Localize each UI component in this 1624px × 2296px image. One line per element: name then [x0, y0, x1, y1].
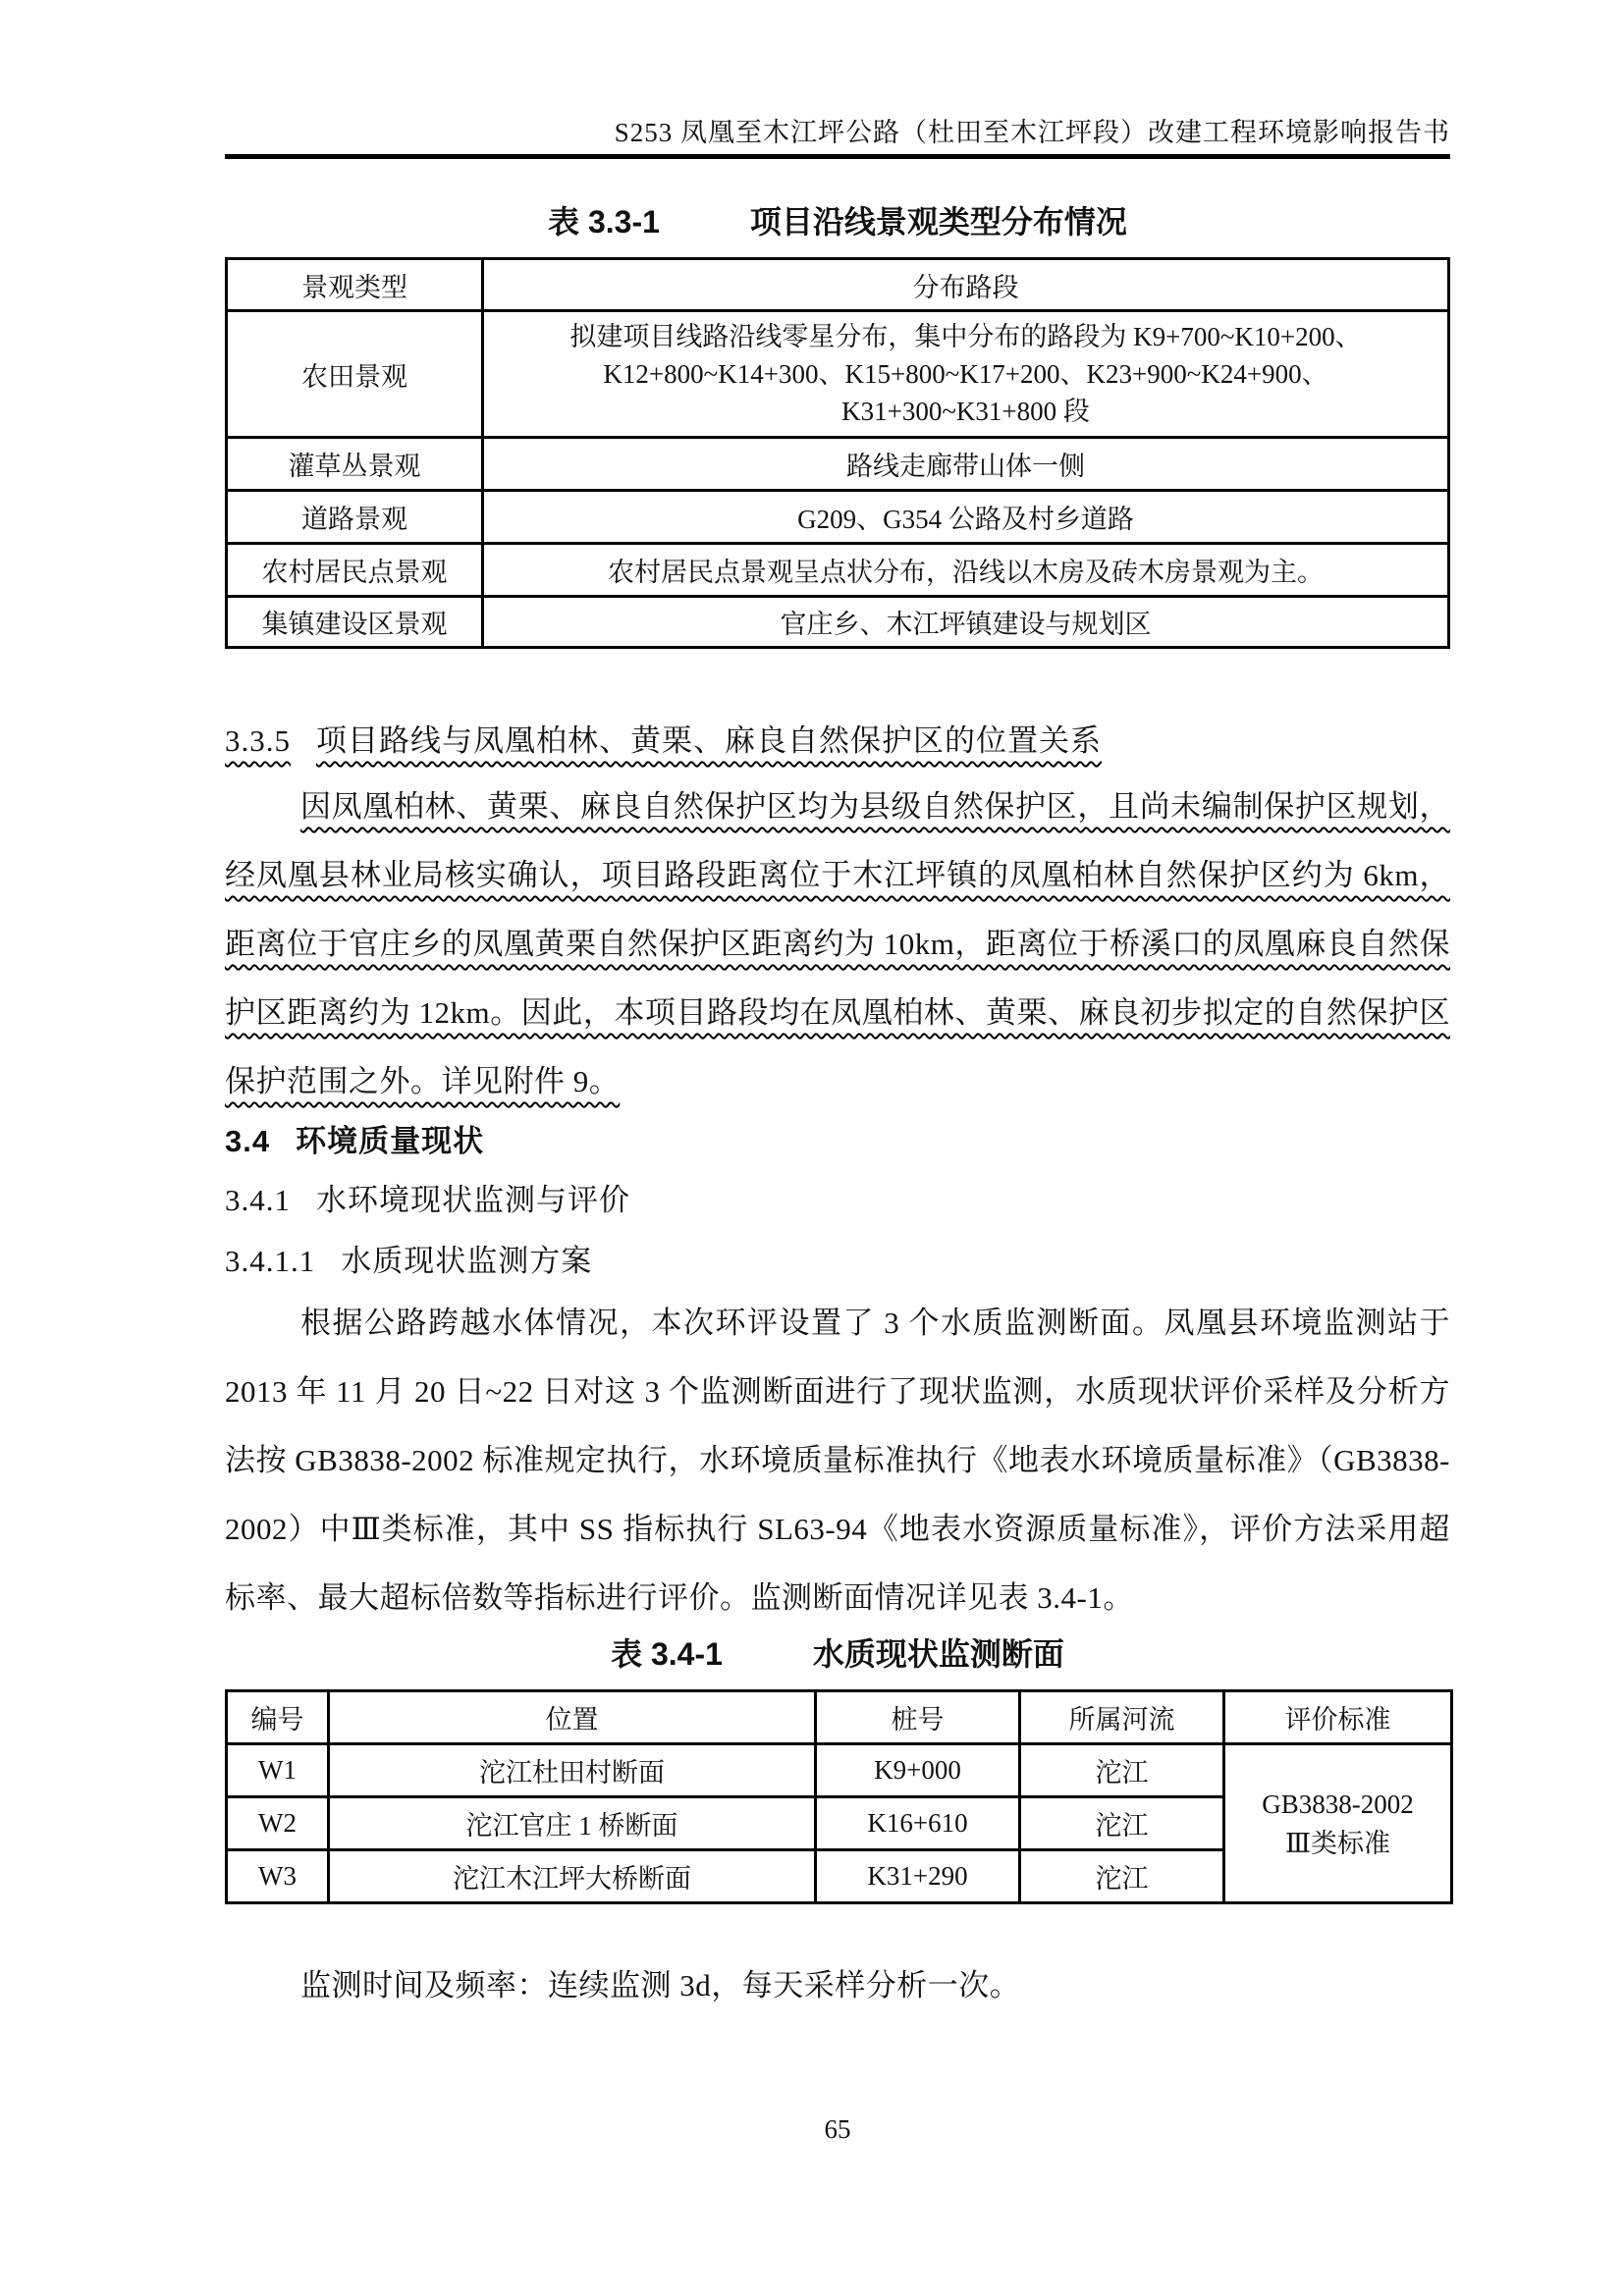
table1-caption [225, 202, 1450, 241]
section-id-cell: W1 [227, 1744, 329, 1797]
table-row [227, 544, 1449, 597]
standard-line-2: Ⅲ类标准 [1284, 1828, 1391, 1858]
section-title: 项目路线与凤凰柏林、黄栗、麻良自然保护区的位置关系 [316, 723, 1102, 758]
landscape-desc-cell: 农村居民点景观呈点状分布，沿线以木房及砖木房景观为主。 [483, 544, 1449, 597]
table1-col-header-type: 景观类型 [227, 259, 483, 311]
section-id-cell: W2 [227, 1797, 329, 1850]
table2-col-header-stake: 桩号 [816, 1691, 1020, 1744]
river-cell: 沱江 [1020, 1850, 1224, 1903]
page-number: 65 [824, 2114, 851, 2144]
landscape-type-cell: 灌草丛景观 [227, 438, 483, 491]
table1-caption-label: 表 3.3-1 [548, 204, 660, 240]
table-row [227, 597, 1449, 648]
table1-col-header-section: 分布路段 [483, 259, 1449, 311]
landscape-desc-cell: 官庄乡、木江坪镇建设与规划区 [483, 597, 1449, 648]
section-title: 水质现状监测方案 [341, 1244, 593, 1278]
section-id-cell: W3 [227, 1850, 329, 1903]
landscape-type-cell: 集镇建设区景观 [227, 597, 483, 648]
table2-col-header-id: 编号 [227, 1691, 329, 1744]
landscape-desc-cell: 拟建项目线路沿线零星分布，集中分布的路段为 K9+700~K10+200、K12+800~K14+300、K15+800~K17+200、K23+900~K24+900、K31+300~K31+800 段 [483, 311, 1449, 438]
page-content [225, 0, 1450, 2145]
location-cell: 沱江杜田村断面 [329, 1744, 816, 1797]
landscape-type-cell: 道路景观 [227, 491, 483, 544]
table2-col-header-river: 所属河流 [1020, 1691, 1224, 1744]
page-header [225, 0, 1450, 159]
section-3-4-1-1-heading [225, 1240, 1450, 1283]
table-row [227, 491, 1449, 544]
location-cell: 沱江木江坪大桥断面 [329, 1850, 816, 1903]
standard-cell [1224, 1744, 1452, 1903]
header-rule [225, 154, 1450, 159]
section-title: 环境质量现状 [296, 1124, 485, 1158]
table2-caption-label: 表 3.4-1 [611, 1636, 723, 1672]
landscape-desc-cell: 路线走廊带山体一侧 [483, 438, 1449, 491]
table2-caption-title: 水质现状监测断面 [812, 1636, 1064, 1672]
table2-caption [225, 1634, 1450, 1674]
table2-col-header-standard: 评价标准 [1224, 1691, 1452, 1744]
section-title: 水环境现状监测与评价 [316, 1183, 630, 1217]
section-number: 3.4 [225, 1124, 271, 1158]
header-title: S253 凤凰至木江坪公路（杜田至木江坪段）改建工程环境影响报告书 [614, 118, 1450, 147]
river-cell: 沱江 [1020, 1797, 1224, 1850]
section-number: 3.3.5 [225, 723, 291, 758]
table-row [227, 438, 1449, 491]
table-row [227, 311, 1449, 438]
section-3-4-1-heading [225, 1179, 1450, 1222]
table1-caption-title: 项目沿线景观类型分布情况 [749, 204, 1127, 240]
landscape-type-cell: 农村居民点景观 [227, 544, 483, 597]
table-row [227, 1744, 1452, 1797]
table2-header-row [227, 1691, 1452, 1744]
location-cell: 沱江官庄 1 桥断面 [329, 1797, 816, 1850]
monitoring-note: 监测时间及频率：连续监测 3d，每天采样分析一次。 [300, 1968, 1021, 2002]
section-3-3-5-paragraph: 因凤凰柏林、黄栗、麻良自然保护区均为县级自然保护区，且尚未编制保护区规划，经凤凰县林业局核实确认，项目路段距离位于木江坪镇的凤凰柏林自然保护区约为 6km，距离位于官庄乡的凤凰黄栗自然保护区距离约为 10km，距离位于桥溪口的凤凰麻良自然保护区距离约为 12km。因此，本项目路段均在凤凰柏林、黄栗、麻良初步拟定的自然保护区保护范围之外。详见附件 9。 [225, 789, 1450, 1098]
river-cell: 沱江 [1020, 1744, 1224, 1797]
section-3-4-heading [225, 1120, 1450, 1163]
table2-col-header-location: 位置 [329, 1691, 816, 1744]
standard-line-1: GB3838-2002 [1262, 1789, 1414, 1819]
landscape-type-table [225, 257, 1450, 649]
landscape-type-cell: 农田景观 [227, 311, 483, 438]
section-3-4-1-1-paragraph: 根据公路跨越水体情况，本次环评设置了 3 个水质监测断面。凤凰县环境监测站于 2013 年 11 月 20 日~22 日对这 3 个监测断面进行了现状监测，水质现状评价采样及分析方法按 GB3838-2002 标准规定执行，水环境质量标准执行《地表水环境质量标准》（GB3838-2002）中Ⅲ类标准，其中 SS 指标执行 SL63-94《地表水资源质量标准》，评价方法采用超标率、最大超标倍数等指标进行评价。监测断面情况详见表 3.4-1。 [225, 1306, 1450, 1615]
table1-header-row [227, 259, 1449, 311]
section-number: 3.4.1.1 [225, 1244, 316, 1278]
stake-cell: K31+290 [816, 1850, 1020, 1903]
stake-cell: K16+610 [816, 1797, 1020, 1850]
water-quality-monitoring-table [225, 1689, 1453, 1904]
stake-cell: K9+000 [816, 1744, 1020, 1797]
section-3-3-5-heading [225, 720, 1450, 763]
landscape-desc-cell: G209、G354 公路及村乡道路 [483, 491, 1449, 544]
section-number: 3.4.1 [225, 1183, 291, 1217]
